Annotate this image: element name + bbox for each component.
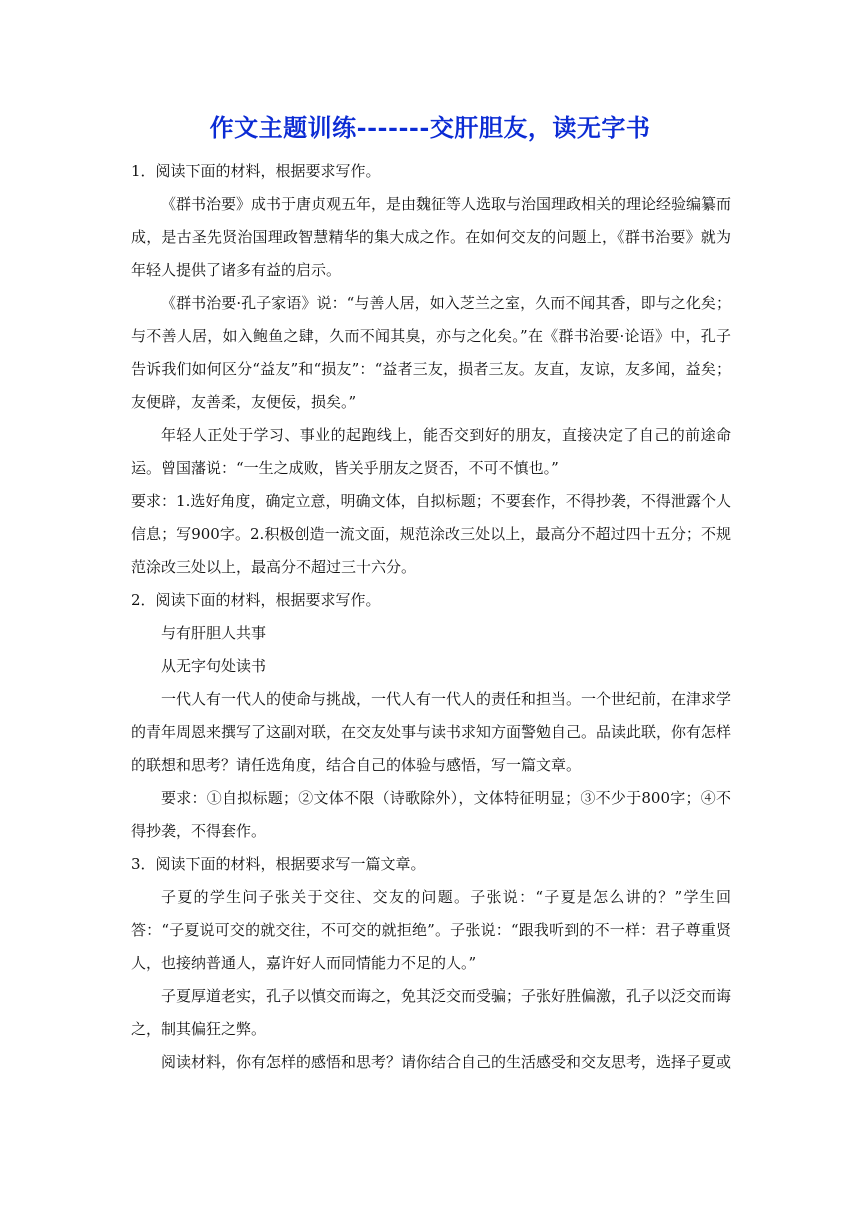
q2-paragraph-1: 一代人有一代人的使命与挑战，一代人有一代人的责任和担当。一个世纪前，在津求学的青年周恩来撰写了这副对联，在交友处事与读书求知方面警勉自己。品读此联，你有怎样的联想和思考？请任选角度，结合自己的体验与感悟，写一篇文章。 [131,690,732,774]
q1-paragraph-2: 《群书治要·孔子家语》说：“与善人居，如入芝兰之室，久而不闻其香，即与之化矣；与不善人居，如入鲍鱼之肆，久而不闻其臭，亦与之化矣。”在《群书治要·论语》中，孔子告诉我们如何区分“益友”和“损友”：“益者三友，损者三友。友直，友谅，友多闻，益矣；友便辟，友善柔，友便佞，损矣。” [131,294,731,411]
q1-requirements: 要求：1.选好角度，确定立意，明确文体，自拟标题；不要套作，不得抄袭，不得泄露个人信息；写900字。2.积极创造一流文面，规范涂改三处以上，最高分不超过四十五分；不规范涂改三处以上，最高分不超过三十六分。 [131,492,731,576]
q2-requirements: 要求：①自拟标题；②文体不限（诗歌除外），文体特征明显；③不少于800字；④不得抄袭，不得套作。 [131,789,731,840]
couplet-line-2: 从无字句处读书 [161,657,267,675]
q1-paragraph-1: 《群书治要》成书于唐贞观五年，是由魏征等人选取与治国理政相关的理论经验编纂而成，是古圣先贤治国理政智慧精华的集大成之作。在如何交友的问题上，《群书治要》就为年轻人提供了诸多有益的启示。 [131,195,732,279]
page-title: 作文主题训练-------交肝胆友，读无字书 [209,113,651,142]
question-3-heading: 3．阅读下面的材料，根据要求写一篇文章。 [131,855,426,873]
q3-paragraph-1: 子夏的学生问子张关于交往、交友的问题。子张说：“子夏是怎么讲的？”学生回答：“子夏说可交的就交往，不可交的就拒绝”。子张说：“跟我听到的不一样：君子尊重贤人，也接纳普通人，嘉许好人而同情能力不足的人。” [131,888,731,972]
q1-paragraph-3: 年轻人正处于学习、事业的起跑线上，能否交到好的朋友，直接决定了自己的前途命运。曾国藩说：“一生之成败，皆关乎朋友之贤否，不可不慎也。” [131,426,731,477]
q3-paragraph-2: 子夏厚道老实，孔子以慎交而诲之，免其泛交而受骗；子张好胜偏激，孔子以泛交而诲之，制其偏狂之弊。 [131,987,732,1038]
question-1-heading: 1．阅读下面的材料，根据要求写作。 [131,162,381,180]
couplet-line-1: 与有肝胆人共事 [161,624,267,642]
document-body [131,155,731,1079]
question-2-heading: 2．阅读下面的材料，根据要求写作。 [131,591,381,609]
q3-paragraph-3: 阅读材料，你有怎样的感悟和思考？请你结合自己的生活感受和交友思考，选择子夏或 [161,1053,732,1071]
